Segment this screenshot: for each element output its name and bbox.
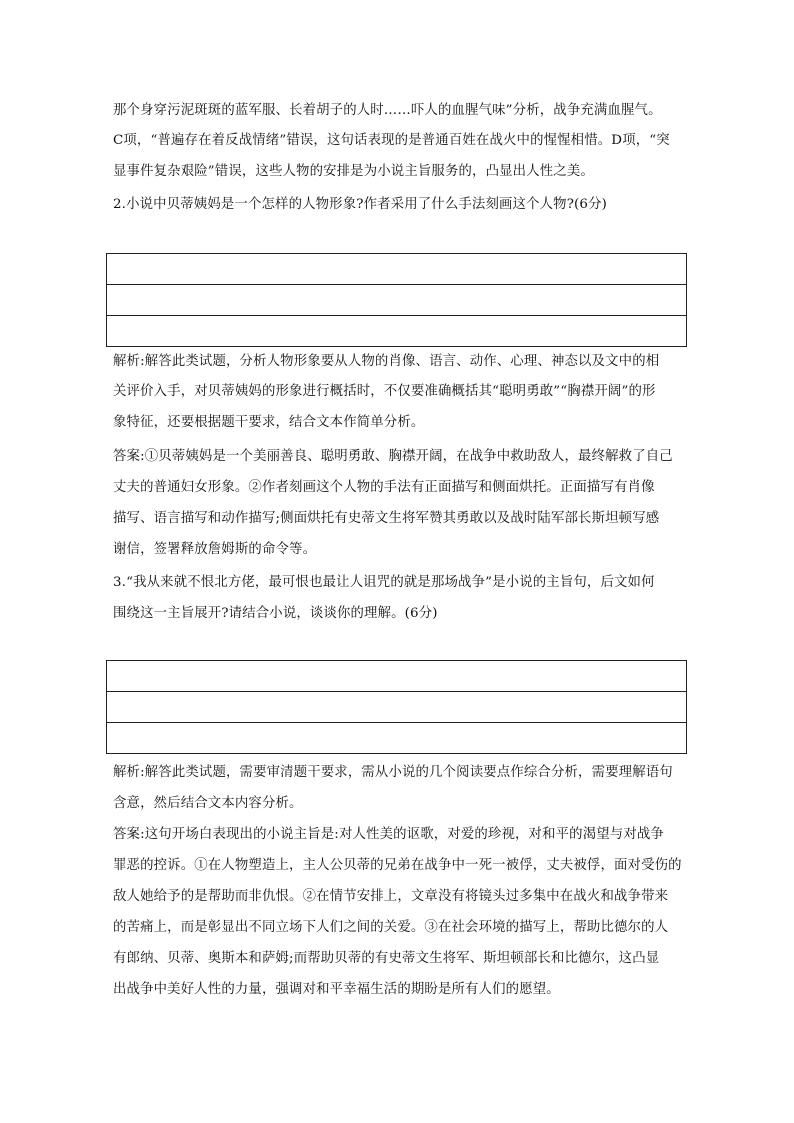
q3-answer-line-5: 有郎纳、贝蒂、奥斯本和萨姆;而帮助贝蒂的有史蒂文生将军、斯坦顿部长和比德尔，这凸显 [113, 951, 660, 966]
intro-line-3: 显事件复杂艰险”错误，这些人物的安排是为小说主旨服务的，凸显出人性之美。 [113, 164, 594, 179]
answer-line[interactable] [107, 692, 686, 723]
answer-box-q3[interactable] [106, 660, 687, 754]
q2-analysis-line-2: 关评价入手，对贝蒂姨妈的形象进行概括时，不仅要准确概括其“聪明勇敢”“胸襟开阔”的形 [113, 384, 656, 399]
q2-answer-line-4: 谢信，签署释放詹姆斯的命令等。 [113, 542, 317, 557]
answer-line[interactable] [107, 254, 686, 285]
answer-box-q2[interactable] [106, 253, 687, 347]
q3-answer-line-2: 罪恶的控诉。①在人物塑造上，主人公贝蒂的兄弟在战争中一死一被俘，丈夫被俘，面对受伤的 [113, 858, 682, 873]
answer-line[interactable] [107, 661, 686, 692]
q3-analysis-line-2: 含意，然后结合文本内容分析。 [113, 796, 303, 811]
q3-answer-line-6: 出战争中美好人性的力量，强调对和平幸福生活的期盼是所有人们的愿望。 [113, 982, 560, 997]
question-3-line-1: 3.“我从来就不恨北方佬，最可恨也最让人诅咒的就是那场战争”是小说的主旨句，后文如何 [113, 575, 655, 590]
q2-answer-line-3: 描写、语言描写和动作描写;侧面烘托有史蒂文生将军赞其勇敢以及战时陆军部长斯坦顿写感 [113, 511, 660, 526]
q2-answer-line-1: 答案:①贝蒂姨妈是一个美丽善良、聪明勇敢、胸襟开阔，在战争中救助敌人，最终解救了自己 [113, 449, 673, 464]
answer-line[interactable] [107, 285, 686, 316]
question-3-line-2: 围绕这一主旨展开?请结合小说，谈谈你的理解。(6分) [113, 606, 438, 621]
question-2: 2.小说中贝蒂姨妈是一个怎样的人物形象?作者采用了什么手法刻画这个人物?(6分) [113, 197, 607, 212]
answer-line[interactable] [107, 316, 686, 346]
q3-answer-line-3: 敌人她给予的是帮助而非仇恨。②在情节安排上，文章没有将镜头过多集中在战火和战争带来 [113, 889, 669, 904]
q2-analysis-line-3: 象特征，还要根据题干要求，结合文本作简单分析。 [113, 415, 425, 430]
q3-answer-line-1: 答案:这句开场白表现出的小说主旨是:对人性美的讴歌，对爱的珍视，对和平的渴望与对战争 [113, 827, 664, 842]
intro-line-1: 那个身穿污泥斑斑的蓝军服、长着胡子的人时……吓人的血腥气味”分析，战争充满血腥气。 [113, 103, 662, 118]
q2-analysis-line-1: 解析:解答此类试题，分析人物形象要从人物的肖像、语言、动作、心理、神态以及文中的相 [113, 354, 660, 369]
answer-line[interactable] [107, 723, 686, 753]
intro-line-2: C项，“普遍存在着反战情绪”错误，这句话表现的是普通百姓在战火中的惺惺相惜。D项，“突 [113, 133, 670, 148]
q3-analysis-line-1: 解析:解答此类试题，需要审清题干要求，需从小说的几个阅读要点作综合分析，需要理解语句 [113, 765, 673, 780]
q2-answer-line-2: 丈夫的普通妇女形象。②作者刻画这个人物的手法有正面描写和侧面烘托。正面描写有肖像 [113, 480, 655, 495]
q3-answer-line-4: 的苦痛上，而是彰显出不同立场下人们之间的关爱。③在社会环境的描写上，帮助比德尔的人 [113, 920, 669, 935]
